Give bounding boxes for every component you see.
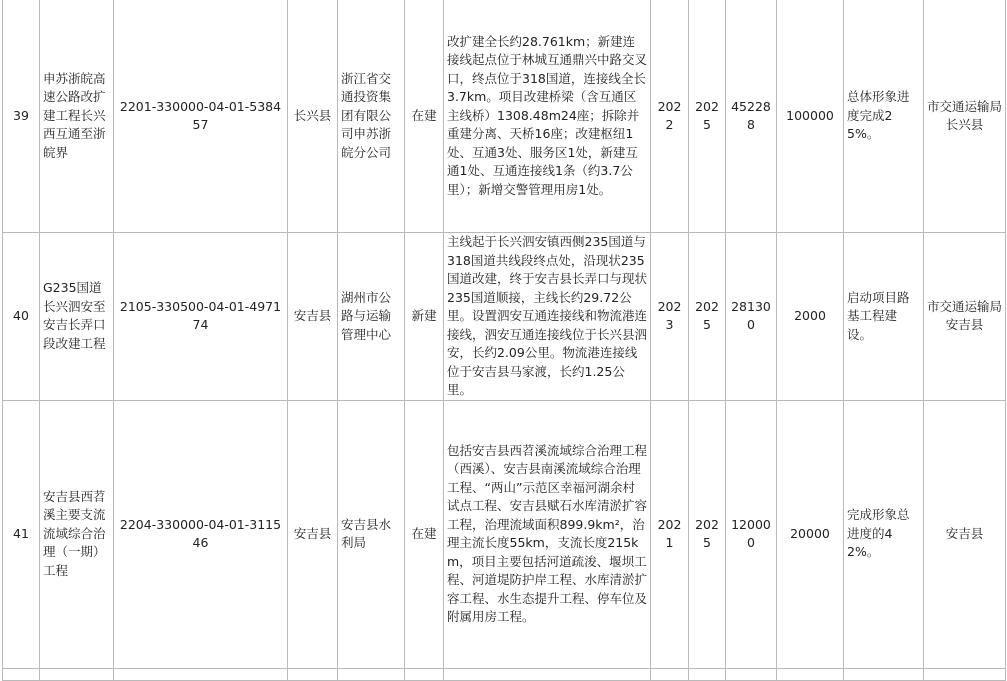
empty-cell [114,668,288,680]
table-row [3,233,1006,401]
responsible-dept: 安吉县 [924,400,1006,668]
build-status: 在建 [405,400,444,668]
empty-cell [444,668,651,680]
start-year: 2022 [651,0,689,233]
empty-cell [844,668,924,680]
row-number: 40 [3,233,40,401]
project-name: G235国道长兴泗安至安吉长弄口段改建工程 [40,233,114,401]
owner-unit: 安吉县水利局 [338,400,405,668]
end-year: 2025 [689,0,726,233]
empty-cell [3,668,40,680]
start-year: 2023 [651,233,689,401]
start-year: 2021 [651,400,689,668]
project-name: 申苏浙皖高速公路改扩建工程长兴西互通至浙皖界 [40,0,114,233]
empty-cell [689,668,726,680]
empty-cell [40,668,114,680]
table-row [3,400,1006,668]
total-investment: 452288 [726,0,777,233]
responsible-dept: 市交通运输局 长兴县 [924,0,1006,233]
construction-content: 改扩建全长约28.761km；新建连接线起点位于林城互通鼎兴中路交叉口，终点位于318国道，连接线全长3.7km。项目改建桥梁（含互通区主线桥）1308.48m24座；拆除并重建分离、天桥16座；改建枢纽1处、互通3处、服务区1处，新建互通1处、互通连接线1条（约3.7公里）；新增交警管理用房1处。 [444,0,651,233]
end-year: 2025 [689,400,726,668]
total-investment: 120000 [726,400,777,668]
empty-cell [405,668,444,680]
construction-content: 包括安吉县西苕溪流域综合治理工程（西溪）、安吉县南溪流域综合治理工程、“两山”示范区幸福河湖余村试点工程、安吉县赋石水库清淤扩容工程，治理流域面积899.9km²，治理主流长度55km，支流长度215km，项目主要包括河道疏浚、堰坝工程、河道堤防护岸工程、水库清淤扩容工程、水生态提升工程、停车位及附属用房工程。 [444,400,651,668]
annual-investment: 2000 [777,233,844,401]
project-code: 2204-330000-04-01-311546 [114,400,288,668]
build-status: 在建 [405,0,444,233]
project-name: 安吉县西苕溪主要支流流域综合治理（一期）工程 [40,400,114,668]
empty-cell [288,668,338,680]
annual-progress: 启动项目路基工程建设。 [844,233,924,401]
end-year: 2025 [689,233,726,401]
build-status: 新建 [405,233,444,401]
county: 安吉县 [288,233,338,401]
owner-unit: 湖州市公路与运输管理中心 [338,233,405,401]
annual-progress: 总体形象进度完成25%。 [844,0,924,233]
county: 长兴县 [288,0,338,233]
project-table [2,0,1006,681]
owner-unit: 浙江省交通投资集团有限公司申苏浙皖分公司 [338,0,405,233]
responsible-dept: 市交通运输局 安吉县 [924,233,1006,401]
annual-investment: 20000 [777,400,844,668]
empty-cell [651,668,689,680]
project-code: 2105-330500-04-01-497174 [114,233,288,401]
table-row [3,0,1006,233]
county: 安吉县 [288,400,338,668]
project-code: 2201-330000-04-01-538457 [114,0,288,233]
row-number: 41 [3,400,40,668]
annual-progress: 完成形象总进度的42%。 [844,400,924,668]
empty-cell [924,668,1006,680]
total-investment: 281300 [726,233,777,401]
empty-cell [726,668,777,680]
construction-content: 主线起于长兴泗安镇西侧235国道与318国道共线段终点处，沿现状235国道改建，终于安吉县长弄口与现状235国道顺接，主线长约29.72公里。设置泗安互通连接线和物流港连接线，泗安互通连接线位于长兴县泗安，长约2.09公里。物流港连接线位于安吉县马家渡，长约1.25公里。 [444,233,651,401]
annual-investment: 100000 [777,0,844,233]
row-number: 39 [3,0,40,233]
empty-cell [338,668,405,680]
table-row-partial [3,668,1006,680]
empty-cell [777,668,844,680]
